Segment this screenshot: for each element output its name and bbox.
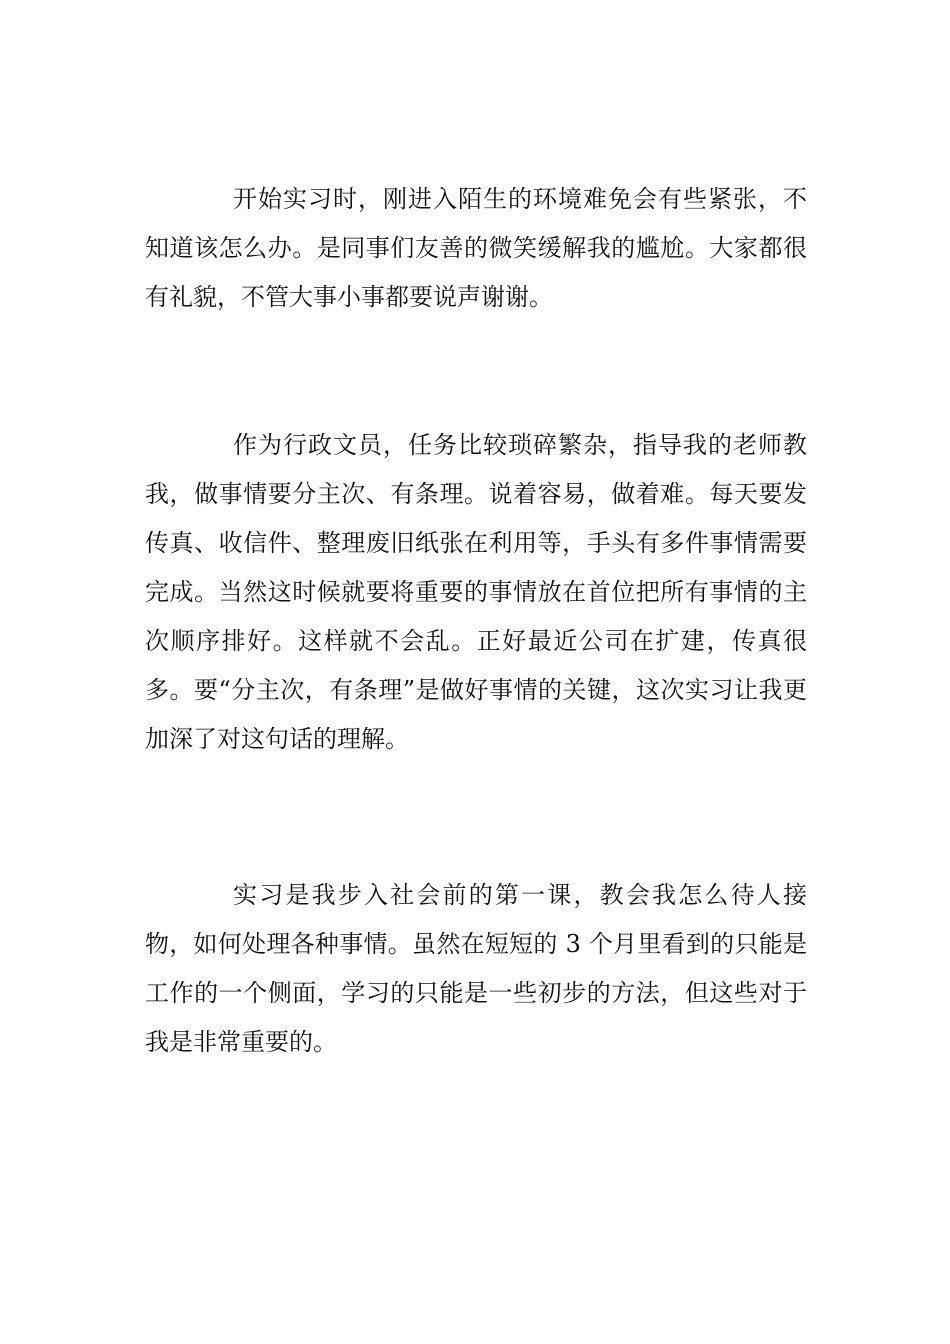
paragraph-1: 开始实习时，刚进入陌生的环境难免会有些紧张，不知道该怎么办。是同事们友善的微笑缓解我的尴尬。大家都很有礼貌，不管大事小事都要说声谢谢。 xyxy=(145,185,807,311)
paragraph-3: 实习是我步入社会前的第一课，教会我怎么待人接物，如何处理各种事情。虽然在短短的 3 个月里看到的只能是工作的一个侧面，学习的只能是一些初步的方法，但这些对于我是非常重要的。 xyxy=(145,881,807,1056)
paragraph-2: 作为行政文员，任务比较琐碎繁杂，指导我的老师教我，做事情要分主次、有条理。说着容易，做着难。每天要发传真、收信件、整理废旧纸张在利用等，手头有多件事情需要完成。当然这时候就要将重要的事情放在首位把所有事情的主次顺序排好。这样就不会乱。正好最近公司在扩建，传真很多。要“分主次，有条理”是做好事情的关键，这次实习让我更加深了对这句话的理解。 xyxy=(145,431,807,753)
